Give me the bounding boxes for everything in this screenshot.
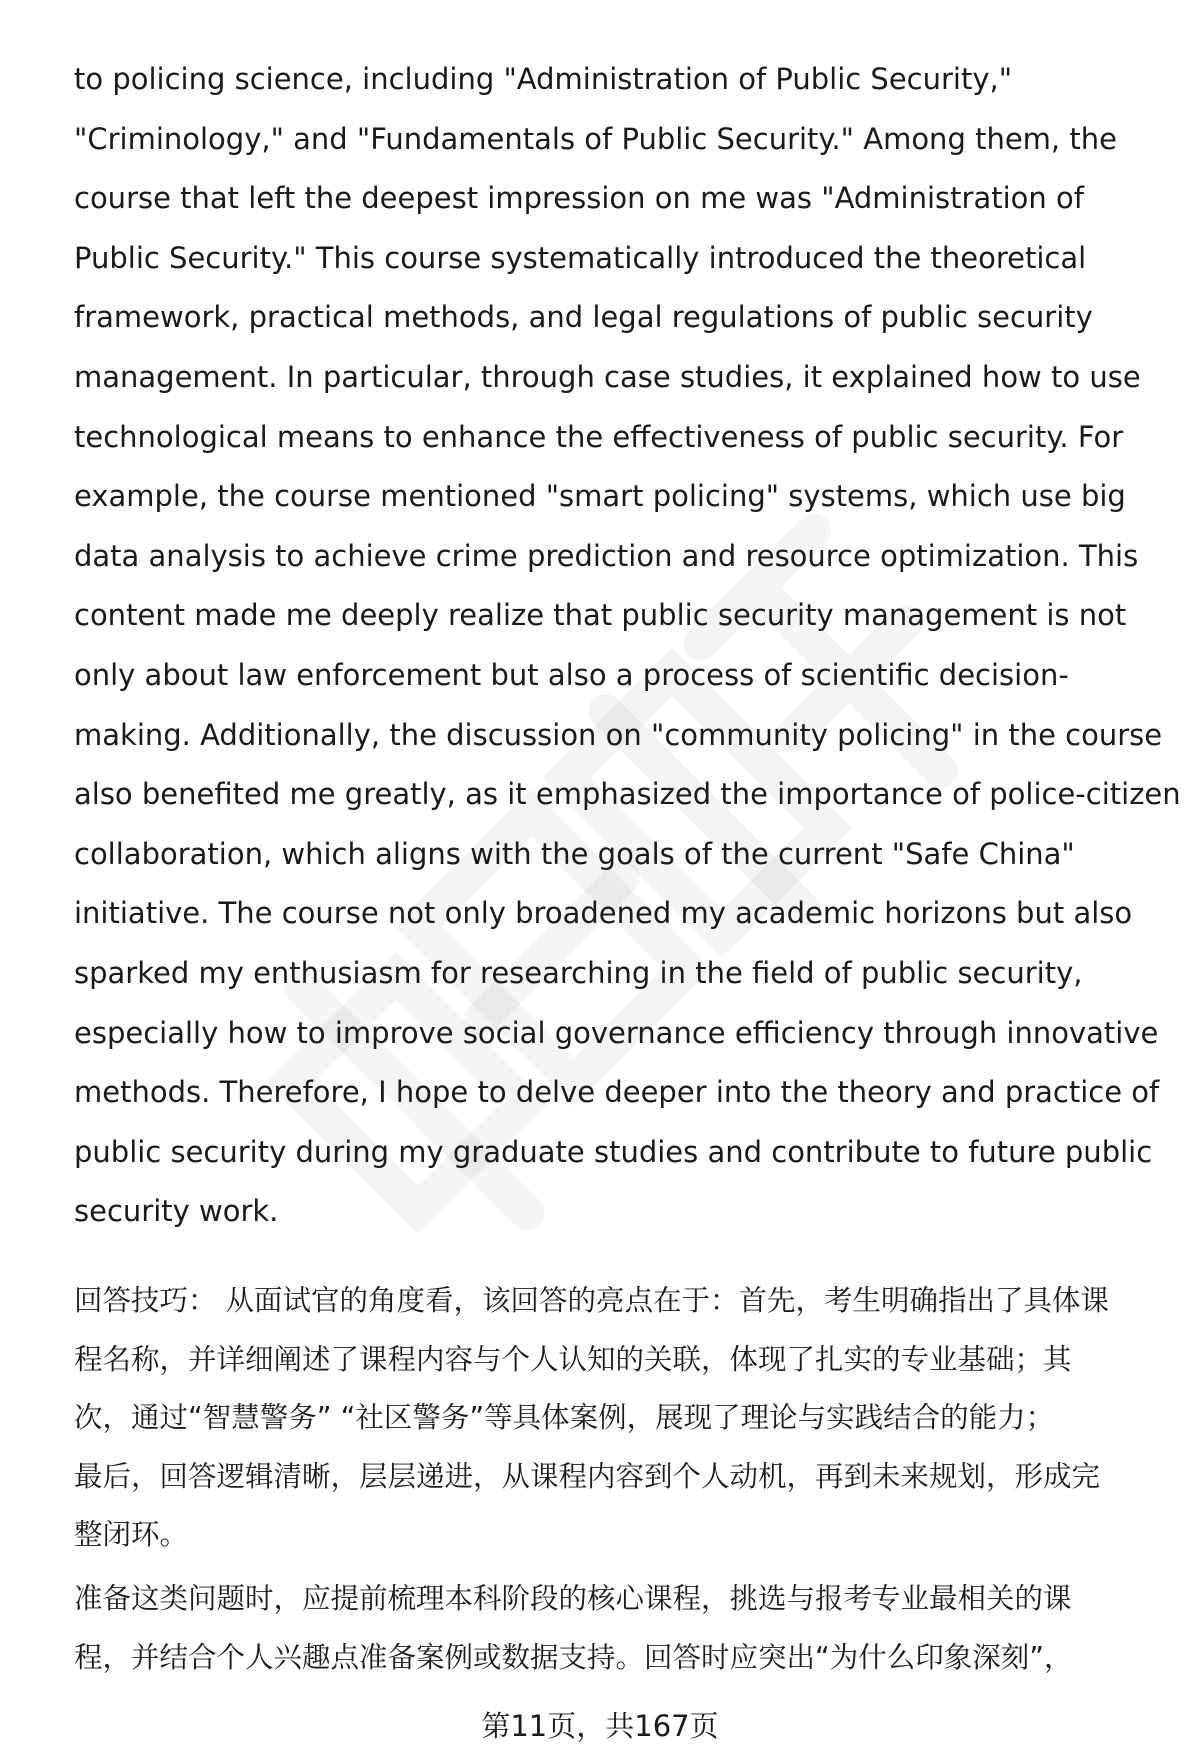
answer-line: security work. [74,1194,279,1229]
answer-line: making. Additionally, the discussion on "community policing" in the course [74,717,1163,752]
answer-line: content made me deeply realize that public security management is not [74,598,1127,633]
answer-line: especially how to improve social governance efficiency through innovative [74,1015,1159,1050]
answer-paragraph [74,50,1181,1242]
answer-tips-paragraph [74,1272,1164,1565]
page-number: 第11页，共167页 [481,1709,719,1743]
answer-line: also benefited me greatly, as it emphasized the importance of police-citizen [74,777,1181,812]
preparation-paragraph [74,1570,1164,1687]
answer-line: example, the course mentioned "smart policing" systems, which use big [74,479,1126,514]
answer-line: initiative. The course not only broadened my academic horizons but also [74,896,1133,931]
answer-line: framework, practical methods, and legal regulations of public security [74,300,1093,335]
answer-line: to policing science, including "Administration of Public Security," [74,62,1013,96]
tips-line: 回答技巧： 从面试官的角度看，该回答的亮点在于：首先，考生明确指出了具体课 [74,1284,1110,1317]
answer-line: "Criminology," and "Fundamentals of Public Security." Among them, the [74,121,1117,156]
prep-line: 准备这类问题时，应提前梳理本科阶段的核心课程，挑选与报考专业最相关的课 [74,1582,1072,1615]
answer-line: data analysis to achieve crime prediction and resource optimization. This [74,538,1139,573]
tips-line: 程名称，并详细阐述了课程内容与个人认知的关联，体现了扎实的专业基础；其 [74,1342,1072,1376]
answer-line: course that left the deepest impression on me was "Administration of [74,181,1084,216]
prep-line: 程，并结合个人兴趣点准备案例或数据支持。回答时应突出“为什么印象深刻”， [74,1640,1073,1674]
answer-line: collaboration, which aligns with the goals of the current "Safe China" [74,836,1075,871]
answer-line: Public Security." This course systematically introduced the theoretical [74,240,1087,275]
answer-line: technological means to enhance the effectiveness of public security. For [74,419,1124,454]
tips-line: 次，通过“智慧警务” “社区警务”等具体案例，展现了理论与实践结合的能力； [74,1401,1055,1434]
answer-line: only about law enforcement but also a process of scientific decision- [74,657,1069,692]
answer-line: public security during my graduate studies and contribute to future public [74,1134,1153,1169]
tips-line: 整闭环。 [74,1518,189,1551]
answer-line: methods. Therefore, I hope to delve deeper into the theory and practice of [74,1075,1160,1110]
answer-line: management. In particular, through case studies, it explained how to use [74,359,1141,394]
answer-line: sparked my enthusiasm for researching in the field of public security, [74,955,1083,990]
tips-line: 最后，回答逻辑清晰，层层递进，从课程内容到个人动机，再到未来规划，形成完 [74,1459,1101,1493]
